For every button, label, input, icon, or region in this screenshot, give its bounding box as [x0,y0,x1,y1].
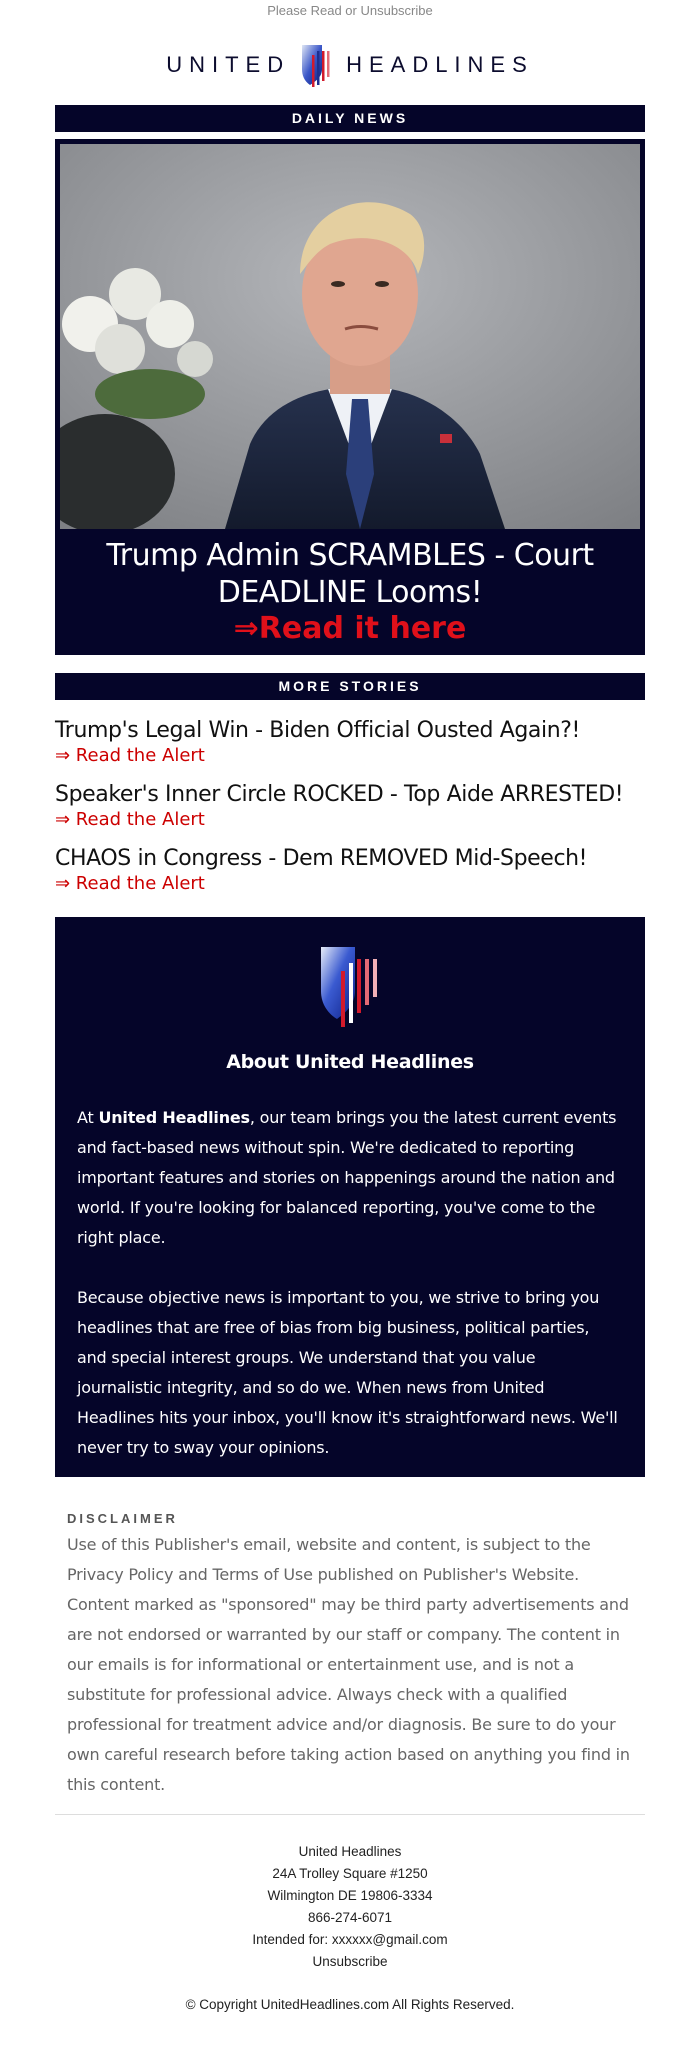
read-alert-link[interactable]: ⇒ Read the Alert [55,745,205,766]
footer-intended-for: Intended for: xxxxxx@gmail.com [252,1932,448,1947]
footer-address-line1: 24A Trolley Square #1250 [272,1866,428,1881]
brand-logo[interactable] [55,41,645,89]
about-text: , our team brings you the latest current events and fact-based news without spin. We're dedicated to reporting important features and stories on happenings around the nation and world. If you're looking for balanced reporting, you've come to the right place. [77,1108,617,1247]
unsubscribe-link[interactable]: Unsubscribe [312,1954,388,1969]
footer-company: United Headlines [298,1844,402,1859]
about-lead: At [77,1108,99,1127]
about-title: About United Headlines [226,1051,474,1073]
story-item [55,846,645,895]
hero-headline[interactable]: Trump Admin SCRAMBLES - Court DEADLINE Looms! [106,538,594,610]
story-title[interactable]: CHAOS in Congress - Dem REMOVED Mid-Speech! [55,846,588,871]
read-it-here-link[interactable]: ⇒Read it here [233,611,467,646]
disclaimer-heading: DISCLAIMER [67,1511,178,1526]
about-section [55,917,645,1477]
more-stories-bar: MORE STORIES [55,673,645,700]
copyright: © Copyright UnitedHeadlines.com All Rights Reserved. [185,1997,515,2012]
divider [55,1814,645,1815]
daily-news-bar: DAILY NEWS [55,105,645,132]
story-list [55,718,645,895]
preheader-link[interactable]: Please Read or Unsubscribe [267,3,433,18]
shield-logo-icon [298,41,338,89]
about-paragraph-1 [77,1103,623,1253]
hero-photo[interactable] [60,144,640,529]
logo-word-left: UNITED [166,52,291,77]
portrait-illustration [60,144,640,529]
logo-word-right: HEADLINES [346,52,534,77]
story-item [55,718,645,767]
disclaimer-section [55,1477,645,1800]
story-item [55,782,645,831]
footer-phone: 866-274-6071 [307,1910,393,1925]
footer-address-line2: Wilmington DE 19806-3334 [267,1888,433,1903]
read-alert-link[interactable]: ⇒ Read the Alert [55,873,205,894]
story-title[interactable]: Trump's Legal Win - Biden Official Ousted Again?! [55,718,580,743]
about-paragraph-2: Because objective news is important to you, we strive to bring you headlines that are free of bias from big business, political parties, and special interest groups. We understand that you value journalistic integrity, and so do we. When news from United Headlines hits your inbox, you'll know it's straightforward news. We'll never try to sway your opinions. [77,1288,618,1457]
hero-card[interactable] [55,139,645,655]
about-brand: United Headlines [98,1108,250,1127]
shield-logo-icon [319,945,381,1029]
disclaimer-text: Use of this Publisher's email, website and content, is subject to the Privacy Policy and Terms of Use published on Publisher's Website. Content marked as "sponsored" may be third party advertisements and are not endorsed or warranted by our staff or company. The content in our emails is for informational or entertainment use, and is not a substitute for professional advice. Always check with a qualified professional for treatment advice and/or diagnosis. Be sure to do your own careful research before taking action based on anything you find in this content. [67,1535,630,1794]
story-title[interactable]: Speaker's Inner Circle ROCKED - Top Aide ARRESTED! [55,782,624,807]
footer [55,1841,645,1973]
read-alert-link[interactable]: ⇒ Read the Alert [55,809,205,830]
email-container [55,41,645,2012]
